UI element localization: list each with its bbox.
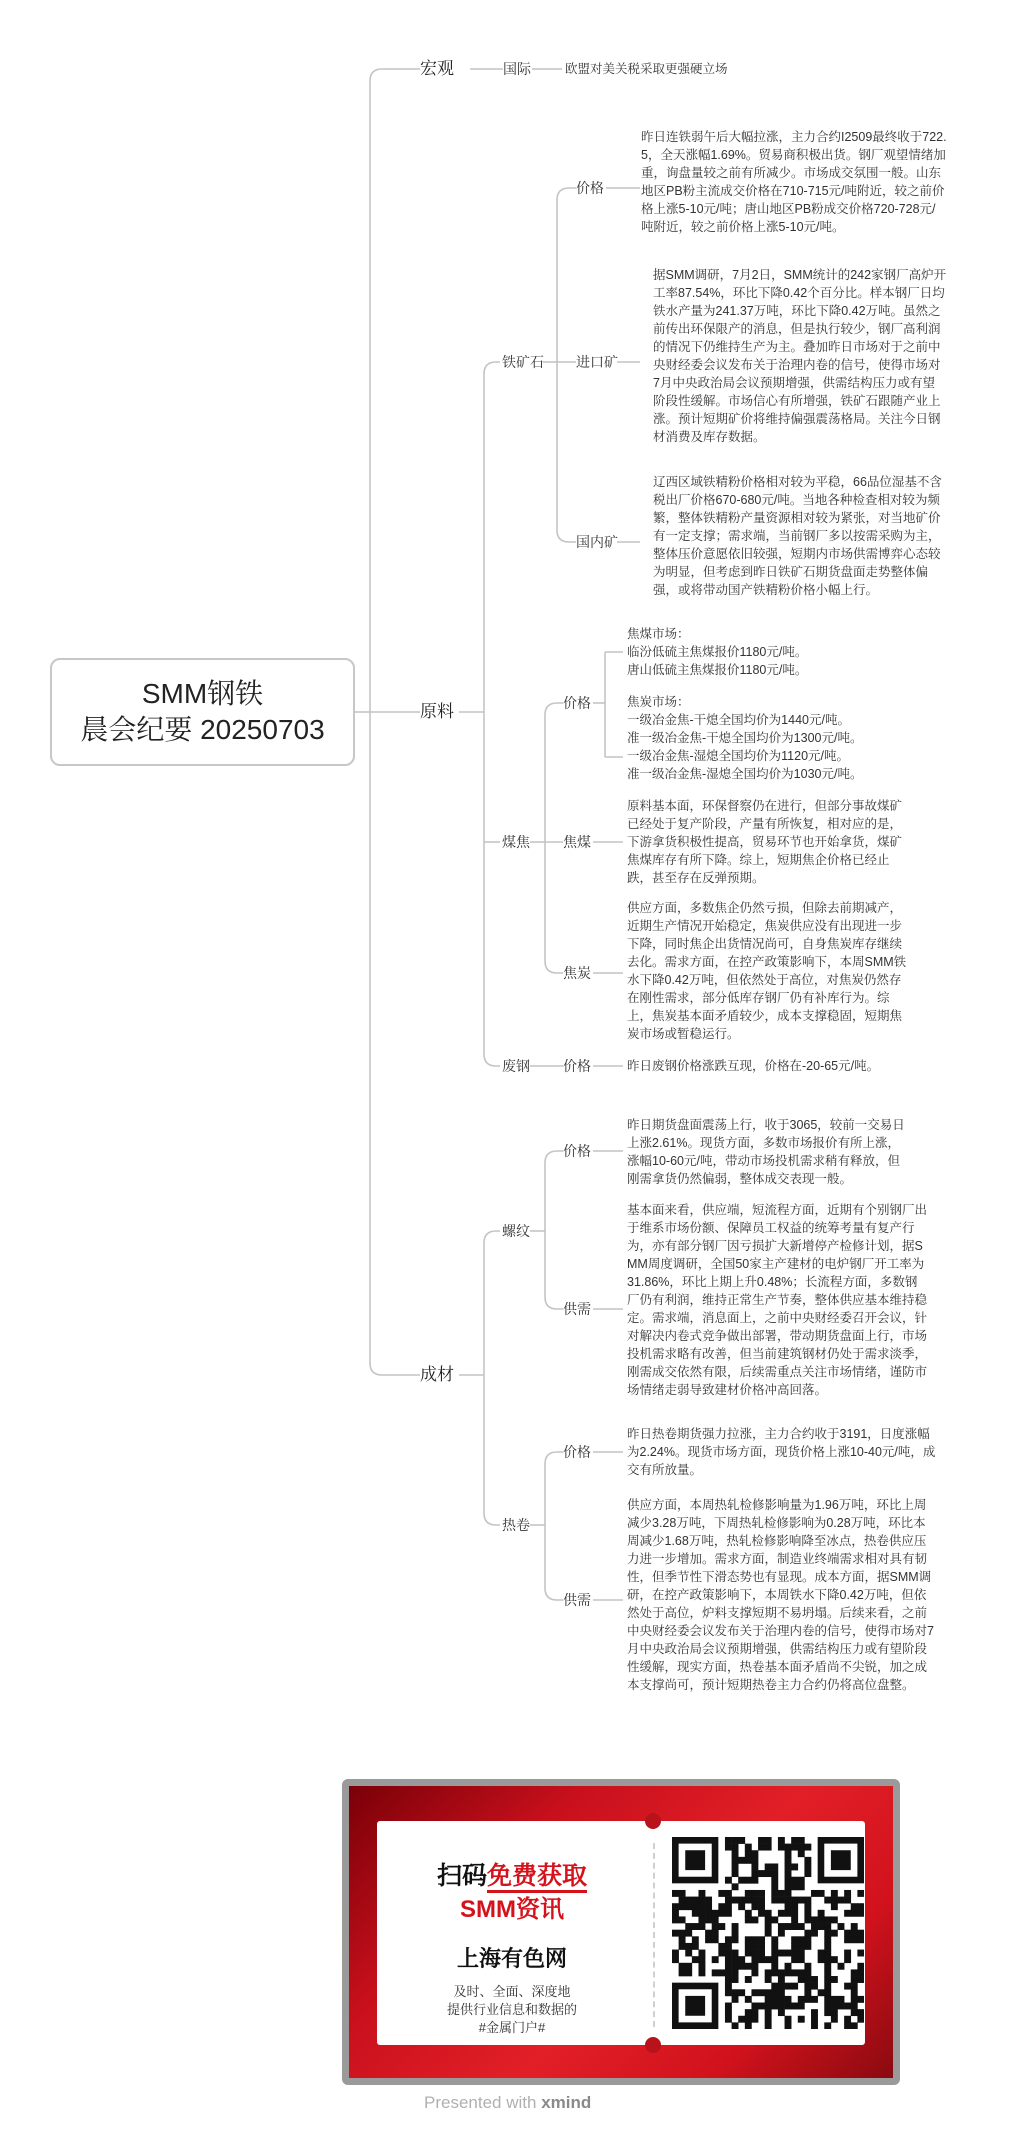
topic-rebar-supply-demand-text[interactable]: 基本面来看，供应端，短流程方面，近期有个别钢厂出于维系市场份额、保障员工权益的统筹考量有复产行为，亦有部分钢厂因亏损扩大新增停产检修计划，据SMM周度调研，全国50家主产建材的电炉钢厂开工率为31.86%，环比上期上升0.48%；长流程方面，多数钢厂仍有利润，维持正常生产节奏，整体供应基本维持稳定。需求端，消息面上，之前中央财经委召开会议，针对解决内卷式竞争做出部署，带动期货盘面上行，市场投机需求略有改善，但当前建筑钢材仍处于需求淡季，刚需成交依然有限，后续需重点关注市场情绪，谨防市场情绪走弱导致建材价格冲高回落。 <box>627 1203 928 1397</box>
topic-coal-price-text-coke[interactable]: 焦炭市场： 一级冶金焦-干熄全国均价为1440元/吨。 准一级冶金焦-干熄全国均价为1300元/吨。 一级冶金焦-湿熄全国均价为1120元/吨。 准一级冶金焦-湿熄全国均价为1030元/吨。 <box>627 695 863 781</box>
topic-scrap[interactable]: 废钢 <box>502 1058 530 1074</box>
topic-rebar-price[interactable]: 价格 <box>563 1143 591 1159</box>
promo-brand-name: 上海有色网 <box>456 1946 567 1971</box>
topic-macro[interactable]: 宏观 <box>420 59 454 78</box>
topic-ore-imported[interactable]: 进口矿 <box>576 354 618 370</box>
topic-iron-ore[interactable]: 铁矿石 <box>502 354 544 370</box>
topic-coking-coal-text[interactable]: 原料基本面，环保督察仍在进行，但部分事故煤矿已经处于复产阶段，产量有所恢复，相对应的是，下游拿货积极性提高，贸易环节也开始拿货，煤矿焦煤库存有所下降。综上，短期焦企价格已经止跌，甚至存在反弹预期。 <box>627 799 903 885</box>
topic-ore-imported-text[interactable]: 据SMM调研，7月2日，SMM统计的242家钢厂高炉开工率87.54%，环比下降0.42个百分比。样本钢厂日均铁水产量为241.37万吨，环比下降0.42万吨。虽然之前传出环保限产的消息，但是执行较少，钢厂高利润的情况下仍维持生产为主。叠加昨日市场对于之前中央财经委会议发布关于治理内卷的信号，使得市场对7月中央政治局会议预期增强，供需结构压力或有望阶段性缓解。市场信心有所增强，铁矿石跟随产业上涨。预计短期矿价将维持偏强震荡格局。关注今日钢材消费及库存数据。 <box>653 268 947 444</box>
topic-ore-domestic[interactable]: 国内矿 <box>576 534 618 550</box>
topic-rebar-supply-demand[interactable]: 供需 <box>563 1301 591 1317</box>
promo-banner[interactable] <box>342 1779 900 2085</box>
topic-hot-rolled-coil[interactable]: 热卷 <box>502 1517 530 1533</box>
topic-ore-price[interactable]: 价格 <box>576 180 604 196</box>
root-topic[interactable] <box>50 658 355 766</box>
topic-macro-international-text[interactable]: 欧盟对美关税采取更强硬立场 <box>565 62 728 76</box>
topic-hrc-price-text[interactable]: 昨日热卷期货强力拉涨，主力合约收于3191，日度涨幅为2.24%。现货市场方面，现货价格上涨10-40元/吨，成交有所放量。 <box>627 1427 936 1477</box>
topic-coal-price-text-coking-coal[interactable]: 焦煤市场： 临汾低硫主焦煤报价1180元/吨。 唐山低硫主焦煤报价1180元/吨。 <box>627 627 808 677</box>
topic-coke[interactable]: 焦炭 <box>563 965 591 981</box>
topic-coking-coal[interactable]: 焦煤 <box>563 834 591 850</box>
root-title-line2: 晨会纪要 20250703 <box>80 714 325 745</box>
topic-hrc-supply-demand-text[interactable]: 供应方面，本周热轧检修影响量为1.96万吨，环比上周减少3.28万吨，下周热轧检修影响为0.28万吨，环比本周减少1.68万吨，热轧检修影响降至冰点，热卷供应压力进一步增加。需求方面，制造业终端需求相对具有韧性，但季节性下滑态势也有显现。成本方面，据SMM调研，在控产政策影响下，本周铁水下降0.42万吨，但依然处于高位，炉料支撑短期不易坍塌。后续来看，之前中央财经委会议发布关于治理内卷的信号，使得市场对7月中央政治局会议预期增强，供需结构压力或有望阶段性缓解，现实方面，热卷基本面矛盾尚不尖锐，加之成本支撑尚可，预计短期热卷主力合约仍将高位盘整。 <box>627 1498 934 1692</box>
ticket-notch-bottom <box>645 2037 661 2053</box>
promo-smm-info: SMM资讯 <box>460 1896 564 1923</box>
qr-code-icon[interactable] <box>672 1837 864 2029</box>
topic-coke-text[interactable]: 供应方面，多数焦企仍然亏损，但除去前期减产，近期生产情况开始稳定，焦炭供应没有出现进一步下降，同时焦企出货情况尚可，自身焦炭库存继续去化。需求方面，在控产政策影响下，本周SMM铁水下降0.42万吨，但依然处于高位，对焦炭仍然存在刚性需求，部分低库存钢厂仍有补库行为。综上，焦炭基本面矛盾较少，成本支撑稳固，短期焦炭市场或暂稳运行。 <box>627 901 907 1041</box>
topic-ore-domestic-text[interactable]: 辽西区域铁精粉价格相对较为平稳，66品位湿基不含税出厂价格670-680元/吨。当地各种检查相对较为频繁，整体铁精粉产量资源相对较为紧张，对当地矿价有一定支撑；需求端，当前钢厂多以按需采购为主，整体压价意愿依旧较强，短期内市场供需博弈心态较为明显，但考虑到昨日铁矿石期货盘面走势整体偏强，或将带动国产铁精粉价格小幅上行。 <box>653 475 942 597</box>
ticket-notch-top <box>645 1813 661 1829</box>
topic-macro-international[interactable]: 国际 <box>503 61 531 77</box>
topic-ore-price-text[interactable]: 昨日连铁弱午后大幅拉涨，主力合约I2509最终收于722.5，全天涨幅1.69%。贸易商积极出货。钢厂观望情绪加重，询盘量较之前有所减少。市场成交氛围一般。山东地区PB粉主流成交价格在710-715元/吨附近，较之前价格上涨5-10元/吨；唐山地区PB粉成交价格720-728元/吨附近，较之前价格上涨5-10元/吨。 <box>641 130 947 234</box>
topic-rebar[interactable]: 螺纹 <box>502 1223 530 1239</box>
ticket-divider <box>653 1843 655 2027</box>
topic-hrc-price[interactable]: 价格 <box>563 1444 591 1460</box>
presented-with-footer[interactable]: Presented with xmind <box>424 2093 592 2112</box>
topic-raw-materials[interactable]: 原料 <box>420 702 454 721</box>
topic-hrc-supply-demand[interactable]: 供需 <box>563 1592 591 1608</box>
topic-coal-price[interactable]: 价格 <box>563 695 591 711</box>
topic-coal-coke[interactable]: 煤焦 <box>502 834 530 850</box>
topic-finished-steel[interactable]: 成材 <box>420 1365 454 1384</box>
promo-tagline: 及时、全面、深度地 提供行业信息和数据的 #金属门户# <box>446 1984 577 2035</box>
topic-scrap-price[interactable]: 价格 <box>563 1058 591 1074</box>
topic-scrap-price-text[interactable]: 昨日废钢价格涨跌互现，价格在-20-65元/吨。 <box>627 1059 880 1073</box>
root-title-line1: SMM钢铁 <box>141 678 264 709</box>
promo-scan-text: 扫码免费获取 <box>377 1861 647 1891</box>
topic-rebar-price-text[interactable]: 昨日期货盘面震荡上行，收于3065，较前一交易日上涨2.61%。现货方面，多数市场报价有所上涨，涨幅10-60元/吨，带动市场投机需求稍有释放，但刚需拿货仍然偏弱，整体成交表现一般。 <box>627 1118 905 1186</box>
promo-card <box>377 1821 865 2045</box>
